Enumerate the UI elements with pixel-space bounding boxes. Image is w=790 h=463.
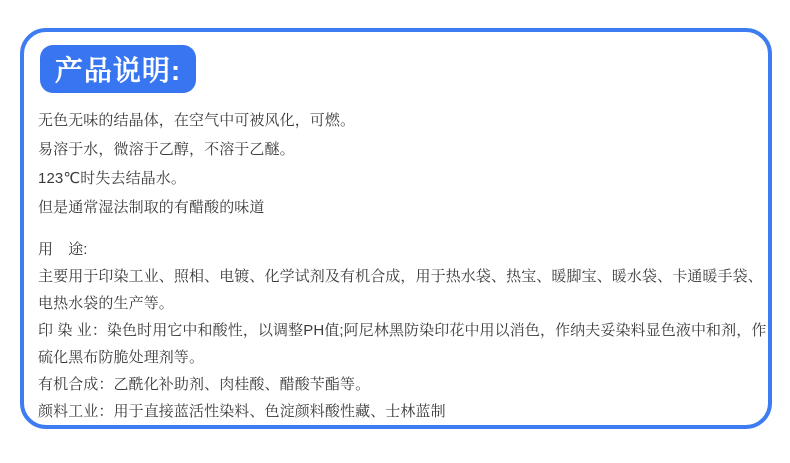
text-line: 印 染 业：染色时用它中和酸性，以调整PH值;阿尼林黑防染印花中用以消色，作纳夫妥染料显色液中和剂，作硫化黑布防脆处理剂等。 xyxy=(38,322,767,366)
usage-heading: 用 途: xyxy=(38,241,88,258)
badge-label: 产品说明: xyxy=(54,55,182,86)
text-line: 但是通常湿法制取的有醋酸的味道 xyxy=(38,199,265,216)
usage-section xyxy=(38,263,768,425)
physical-properties-section xyxy=(38,106,768,222)
text-line: 无色无味的结晶体，在空气中可被风化，可燃。 xyxy=(38,112,356,129)
text-line: 123℃时失去结晶水。 xyxy=(38,170,186,187)
text-line: 有机合成：乙酰化补助剂、肉桂酸、醋酸苄酯等。 xyxy=(38,376,371,393)
product-description-card xyxy=(20,28,772,429)
text-line: 易溶于水，微溶于乙醇，不溶于乙醚。 xyxy=(38,141,295,158)
text-line: 颜料工业：用于直接蓝活性染料、色淀颜料酸性藏、士林蓝制 xyxy=(38,403,446,420)
text-line: 主要用于印染工业、照相、电镀、化学试剂及有机合成，用于热水袋、热宝、暖脚宝、暖水袋、卡通暖手袋、电热水袋的生产等。 xyxy=(38,268,763,312)
description-body xyxy=(38,106,768,425)
product-description-badge xyxy=(40,45,196,93)
